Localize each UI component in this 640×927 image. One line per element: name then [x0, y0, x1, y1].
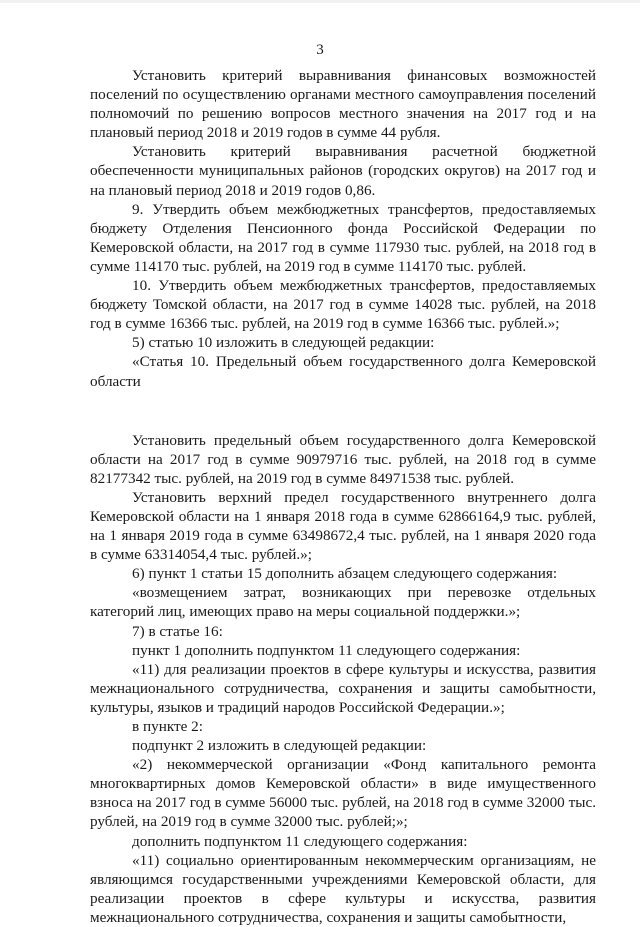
paragraph-debt-limit: Установить предельный объем государственного долга Кемеровской области на 2017 год в сумме 90979716 тыс. рублей, на 2018 год в сумме 82177342 тыс. рублей, на 2019 год в сумме 84971538 тыс. рублей.	[90, 431, 596, 487]
page-number: 3	[316, 42, 324, 58]
paragraph-article-10-intro: 5) статью 10 изложить в следующей редакции:	[132, 334, 435, 352]
paragraph-subpoint-11-culture: «11) для реализации проектов в сфере культуры и искусства, развития межнационального сотрудничества, сохранения и защиты самобытности, культуры, языков и традиций народов Российской Федерации.»;	[90, 660, 596, 716]
paragraph-10-tomsk: 10. Утвердить объем межбюджетных трансфертов, предоставляемых бюджету Томской области, на 2017 год в сумме 14028 тыс. рублей, на 2018 год в сумме 16366 тыс. рублей, на 2019 год в сумме 16366 тыс. рублей.»;	[90, 277, 596, 333]
paragraph-9-pension-fund: 9. Утвердить объем межбюджетных трансфертов, предоставляемых бюджету Отделения Пенсионного фонда Российской Федерации по Кемеровской области, на 2017 год в сумме 117930 тыс. рублей, на 2018 год в сумме 114170 тыс. рублей, на 2019 год в сумме 114170 тыс. рублей.	[90, 200, 596, 275]
paragraph-subpoint-2-intro: подпункт 2 изложить в следующей редакции:	[132, 737, 427, 755]
paragraph-article-16: 7) в статье 16:	[132, 622, 223, 640]
paragraph-repair-fund: «2) некоммерческой организации «Фонд капитального ремонта многоквартирных домов Кемеровской области» в виде имущественного взноса на 2017 год в сумме 56000 тыс. рублей, на 2018 год в сумме 32000 тыс. рублей, на 2019 год в сумме 32000 тыс. рублей;»;	[90, 756, 596, 831]
paragraph-debt-upper-limit: Установить верхний предел государственного внутреннего долга Кемеровской области на 1 января 2018 года в сумме 62866164,9 тыс. рублей, на 1 января 2019 года в сумме 63498672,4 тыс. рублей, на 1 января 2020 года в сумме 63314054,4 тыс. рублей.»;	[90, 488, 596, 564]
paragraph-nonprofit: «11) социально ориентированным некоммерческим организациям, не являющимся государственными учреждениями Кемеровской области, для реализации проектов в сфере культуры и искусства, развития межнационального сотрудничества, сохранения и защиты самобытности,	[90, 851, 596, 926]
paragraph-point-1: пункт 1 дополнить подпунктом 11 следующего содержания:	[132, 641, 521, 659]
paragraph-point-2: в пункте 2:	[132, 718, 203, 735]
paragraph-criterion-settlements: Установить критерий выравнивания финансовых возможностей поселений по осуществлению органами местного самоуправления поселений полномочий по решению вопросов местного значения на 2017 год и на плановый период 2018 и 2019 годов в сумме 44 рубля.	[90, 67, 596, 142]
paragraph-compensation: «возмещением затрат, возникающих при перевозке отдельных категорий лиц, имеющих право на меры социальной поддержки.»;	[90, 584, 596, 621]
paragraph-article-15: 6) пункт 1 статьи 15 дополнить абзацем следующего содержания:	[132, 565, 558, 583]
scan-edge	[0, 0, 640, 3]
document-body	[90, 66, 596, 927]
paragraph-criterion-districts: Установить критерий выравнивания расчетной бюджетной обеспеченности муниципальных районов (городских округов) на 2017 год и на плановый период 2018 и 2019 годов 0,86.	[90, 143, 596, 199]
paragraph-add-subpoint-11: дополнить подпунктом 11 следующего содержания:	[132, 832, 468, 850]
article-10-heading: «Статья 10. Предельный объем государственного долга Кемеровской области	[90, 353, 596, 390]
